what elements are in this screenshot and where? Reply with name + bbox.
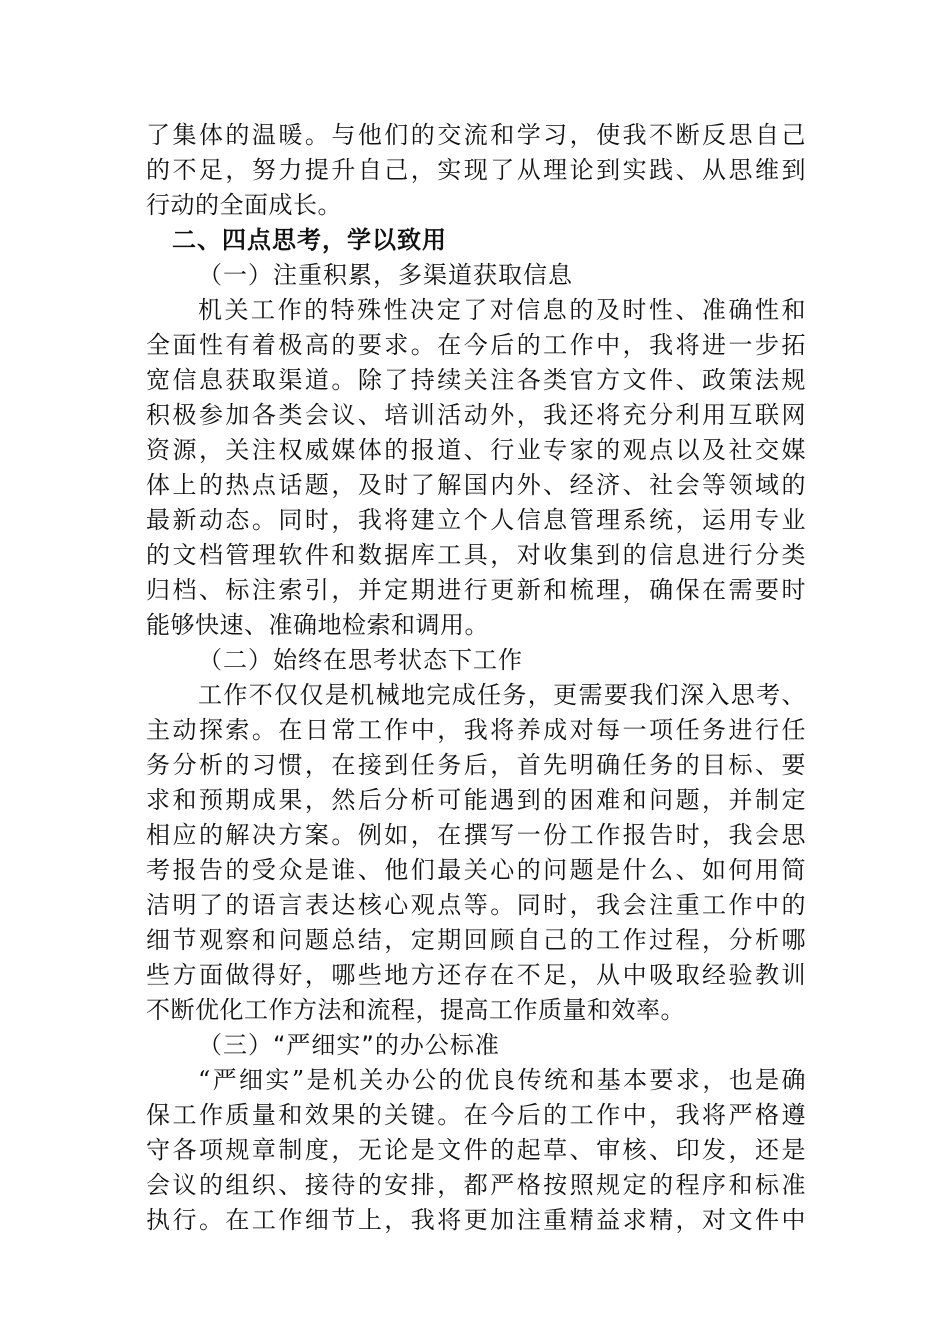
paragraph-first-line: “严细实”是机关办公的优良传统和基本要求，也是确 — [198, 1066, 806, 1094]
body-text-line: 了集体的温暖。与他们的交流和学习，使我不断反思自己 — [146, 121, 806, 149]
body-text-line: 会议的组织、接待的安排，都严格按照规定的程序和标准 — [146, 1171, 806, 1199]
subsection-heading: （三）“严细实”的办公标准 — [198, 1031, 500, 1059]
body-text-line: 求和预期成果，然后分析可能遇到的困难和问题，并制定 — [146, 786, 806, 814]
body-text-line: 考报告的受众是谁、他们最关心的问题是什么、如何用简 — [146, 856, 806, 884]
body-text-line: 洁明了的语言表达核心观点等。同时，我会注重工作中的 — [146, 891, 806, 919]
body-text-line: 务分析的习惯，在接到任务后，首先明确任务的目标、要 — [146, 751, 806, 779]
paragraph-first-line: 机关工作的特殊性决定了对信息的及时性、准确性和 — [198, 296, 806, 324]
body-text-line: 的不足，努力提升自己，实现了从理论到实践、从思维到 — [146, 156, 806, 184]
body-text-line: 些方面做得好，哪些地方还存在不足，从中吸取经验教训 — [146, 961, 806, 989]
subsection-heading: （一）注重积累，多渠道获取信息 — [198, 261, 573, 289]
body-text-line: 能够快速、准确地检索和调用。 — [146, 611, 489, 639]
body-text-line: 最新动态。同时，我将建立个人信息管理系统，运用专业 — [146, 506, 806, 534]
body-text-line: 资源，关注权威媒体的报道、行业专家的观点以及社交媒 — [146, 436, 806, 464]
body-text-line: 归档、标注索引，并定期进行更新和梳理，确保在需要时 — [146, 576, 806, 604]
body-text-line: 保工作质量和效果的关键。在今后的工作中，我将严格遵 — [146, 1101, 806, 1129]
body-text-line: 执行。在工作细节上，我将更加注重精益求精，对文件中 — [146, 1206, 806, 1234]
body-text-line: 的文档管理软件和数据库工具，对收集到的信息进行分类 — [146, 541, 806, 569]
subsection-heading: （二）始终在思考状态下工作 — [198, 646, 523, 674]
paragraph-first-line: 工作不仅仅是机械地完成任务，更需要我们深入思考、 — [198, 681, 806, 709]
body-text-line: 积极参加各类会议、培训活动外，我还将充分利用互联网 — [146, 401, 806, 429]
body-text-line: 主动探索。在日常工作中，我将养成对每一项任务进行任 — [146, 716, 806, 744]
body-text-line: 行动的全面成长。 — [146, 191, 342, 219]
body-text-line: 全面性有着极高的要求。在今后的工作中，我将进一步拓 — [146, 331, 806, 359]
body-text-line: 宽信息获取渠道。除了持续关注各类官方文件、政策法规 — [146, 366, 806, 394]
body-text-line: 细节观察和问题总结，定期回顾自己的工作过程，分析哪 — [146, 926, 806, 954]
body-text-line: 体上的热点话题，及时了解国内外、经济、社会等领域的 — [146, 471, 806, 499]
body-text-line: 相应的解决方案。例如，在撰写一份工作报告时，我会思 — [146, 821, 806, 849]
section-heading: 二、四点思考，学以致用 — [172, 226, 447, 254]
body-text-line: 守各项规章制度，无论是文件的起草、审核、印发，还是 — [146, 1136, 806, 1164]
body-text-line: 不断优化工作方法和流程，提高工作质量和效率。 — [146, 996, 685, 1024]
